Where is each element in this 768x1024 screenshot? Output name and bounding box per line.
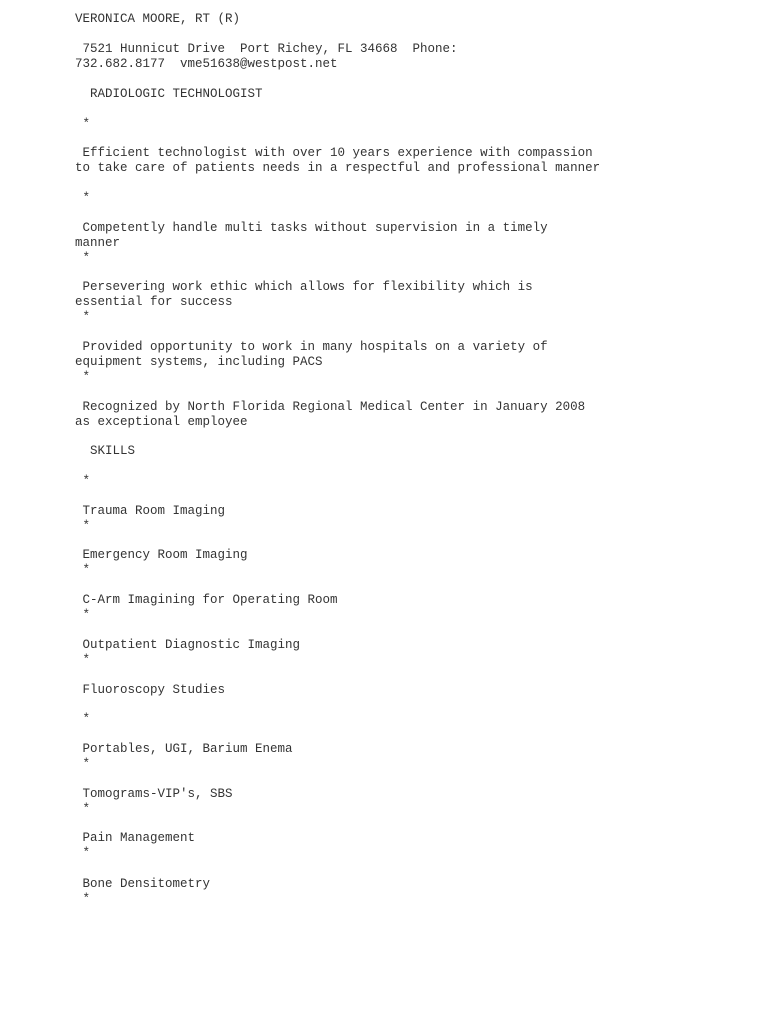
bullet-marker: * [75,519,91,533]
summary-line: to take care of patients needs in a respectful and professional manner [75,161,601,175]
bullet-marker: * [75,802,91,816]
bullet-marker: * [75,608,91,622]
bullet-marker: * [75,653,91,667]
job-title: RADIOLOGIC TECHNOLOGIST [75,87,263,101]
skill-item: Emergency Room Imaging [75,548,248,562]
skill-item: Fluoroscopy Studies [75,683,226,697]
bullet-marker: * [75,251,91,265]
bullet-marker: * [75,892,91,906]
resume-name: VERONICA MOORE, RT (R) [75,12,241,26]
skill-item: C-Arm Imagining for Operating Room [75,593,338,607]
skill-item: Outpatient Diagnostic Imaging [75,638,301,652]
skill-item: Portables, UGI, Barium Enema [75,742,293,756]
address-line-2: 732.682.8177 vme51638@westpost.net [75,57,338,71]
bullet-marker: * [75,846,91,860]
skill-item: Trauma Room Imaging [75,504,226,518]
bullet-marker: * [75,474,91,488]
bullet-marker: * [75,370,91,384]
bullet-marker: * [75,712,91,726]
bullet-marker: * [75,563,91,577]
summary-line: essential for success [75,295,233,309]
summary-line: as exceptional employee [75,415,248,429]
summary-line: Efficient technologist with over 10 years experience with compassion [75,146,593,160]
address-line-1: 7521 Hunnicut Drive Port Richey, FL 34668 Phone: [75,42,458,56]
bullet-marker: * [75,191,91,205]
summary-line: Recognized by North Florida Regional Medical Center in January 2008 [75,400,586,414]
summary-line: Competently handle multi tasks without supervision in a timely [75,221,548,235]
skill-item: Tomograms-VIP's, SBS [75,787,233,801]
skills-heading: SKILLS [75,444,136,458]
bullet-marker: * [75,117,91,131]
summary-line: manner [75,236,121,250]
bullet-marker: * [75,757,91,771]
summary-line: Persevering work ethic which allows for flexibility which is [75,280,533,294]
summary-line: equipment systems, including PACS [75,355,323,369]
skill-item: Bone Densitometry [75,877,211,891]
skill-item: Pain Management [75,831,196,845]
summary-line: Provided opportunity to work in many hospitals on a variety of [75,340,548,354]
bullet-marker: * [75,310,91,324]
